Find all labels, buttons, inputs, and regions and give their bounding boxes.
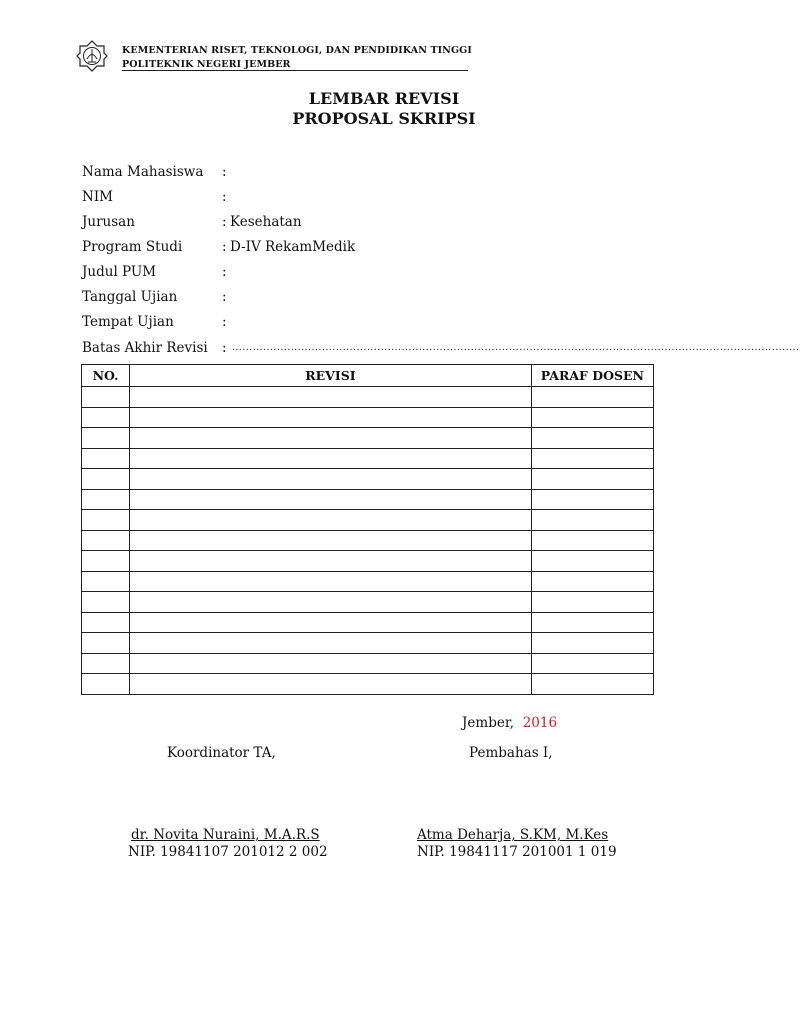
document-title: LEMBAR REVISI: [308, 89, 460, 108]
table-cell-no: [82, 612, 130, 633]
right-signatory-nip: NIP. 19841117 201001 1 019: [417, 844, 617, 860]
table-cell-paraf: [531, 612, 653, 633]
field-label: Judul PUM: [82, 264, 157, 280]
table-cell-no: [82, 592, 130, 613]
table-cell-paraf: [531, 469, 653, 490]
table-row: [82, 551, 654, 572]
field-label: NIM: [82, 189, 113, 205]
field-label: Tempat Ujian: [82, 314, 174, 330]
field-label: Jurusan: [82, 214, 135, 230]
table-cell-no: [82, 489, 130, 510]
field-colon: :: [222, 314, 227, 330]
field-colon: :: [222, 214, 227, 230]
table-cell-paraf: [531, 633, 653, 654]
table-row: [82, 428, 654, 449]
field-colon: :: [222, 264, 227, 280]
table-cell-paraf: [531, 510, 653, 531]
left-signatory-nip: NIP. 19841107 201012 2 002: [128, 844, 328, 860]
table-row: [82, 510, 654, 531]
right-signatory-name: Atma Deharja, S.KM, M.Kes: [417, 827, 609, 843]
document-subtitle: PROPOSAL SKRIPSI: [292, 109, 476, 128]
field-colon: :: [222, 189, 227, 205]
letterhead-text: [122, 44, 472, 72]
table-cell-no: [82, 674, 130, 695]
table-row: [82, 387, 654, 408]
table-row: [82, 612, 654, 633]
place-date: [462, 715, 557, 731]
ministry-name: KEMENTERIAN RISET, TEKNOLOGI, DAN PENDIDIKAN TINGGI: [122, 45, 472, 56]
table-row: [82, 571, 654, 592]
ministry-emblem-icon: [76, 40, 108, 72]
table-cell-no: [82, 653, 130, 674]
table-row: [82, 653, 654, 674]
table-cell-revisi: [130, 407, 532, 428]
table-cell-paraf: [531, 653, 653, 674]
table-cell-revisi: [130, 489, 532, 510]
field-label: Nama Mahasiswa: [82, 164, 204, 180]
table-cell-revisi: [130, 571, 532, 592]
table-cell-revisi: [130, 387, 532, 408]
table-cell-no: [82, 571, 130, 592]
table-cell-no: [82, 530, 130, 551]
left-signatory-role: Koordinator TA,: [167, 745, 276, 761]
field-value: Kesehatan: [230, 214, 302, 230]
table-row: [82, 530, 654, 551]
dotted-fill-line: ....................................................................................................................................................................: [232, 343, 800, 353]
place-label: Jember,: [462, 715, 515, 731]
revision-table: [81, 364, 654, 695]
table-cell-revisi: [130, 469, 532, 490]
table-cell-no: [82, 469, 130, 490]
table-cell-revisi: [130, 592, 532, 613]
column-header-paraf-dosen: PARAF DOSEN: [531, 365, 653, 387]
table-cell-no: [82, 633, 130, 654]
table-cell-paraf: [531, 448, 653, 469]
field-label: Batas Akhir Revisi: [82, 340, 208, 356]
field-colon: :: [222, 164, 227, 180]
table-row: [82, 674, 654, 695]
table-cell-paraf: [531, 489, 653, 510]
field-batas-akhir-revisi: [82, 340, 800, 360]
field-label: Tanggal Ujian: [82, 289, 178, 305]
table-cell-no: [82, 551, 130, 572]
table-cell-no: [82, 448, 130, 469]
table-header-row: [82, 365, 654, 387]
table-cell-paraf: [531, 387, 653, 408]
table-row: [82, 407, 654, 428]
table-row: [82, 633, 654, 654]
table-cell-no: [82, 387, 130, 408]
table-cell-revisi: [130, 510, 532, 531]
table-cell-no: [82, 510, 130, 531]
table-cell-revisi: [130, 653, 532, 674]
table-cell-paraf: [531, 530, 653, 551]
letterhead-divider: [122, 70, 468, 71]
table-cell-paraf: [531, 571, 653, 592]
table-row: [82, 489, 654, 510]
table-cell-no: [82, 407, 130, 428]
left-signatory-name: dr. Novita Nuraini, M.A.R.S: [131, 827, 320, 843]
table-cell-paraf: [531, 674, 653, 695]
institution-name: POLITEKNIK NEGERI JEMBER: [122, 59, 291, 70]
field-label: Program Studi: [82, 239, 183, 255]
column-header-revisi: REVISI: [130, 365, 532, 387]
table-cell-revisi: [130, 674, 532, 695]
table-cell-revisi: [130, 448, 532, 469]
table-cell-revisi: [130, 612, 532, 633]
table-cell-paraf: [531, 592, 653, 613]
field-colon: :: [222, 239, 227, 255]
table-body: [82, 387, 654, 695]
field-value: D-IV RekamMedik: [230, 239, 356, 255]
table-row: [82, 448, 654, 469]
date-year: 2016: [522, 715, 558, 731]
field-colon: :: [222, 340, 227, 356]
table-row: [82, 469, 654, 490]
table-cell-revisi: [130, 530, 532, 551]
table-cell-paraf: [531, 551, 653, 572]
table-cell-no: [82, 428, 130, 449]
table-cell-revisi: [130, 551, 532, 572]
table-cell-paraf: [531, 407, 653, 428]
letterhead: [76, 40, 472, 74]
field-colon: :: [222, 289, 227, 305]
table-row: [82, 592, 654, 613]
right-signatory-role: Pembahas I,: [469, 745, 553, 761]
table-cell-revisi: [130, 428, 532, 449]
table-cell-revisi: [130, 633, 532, 654]
table-cell-paraf: [531, 428, 653, 449]
column-header-no: NO.: [82, 365, 130, 387]
